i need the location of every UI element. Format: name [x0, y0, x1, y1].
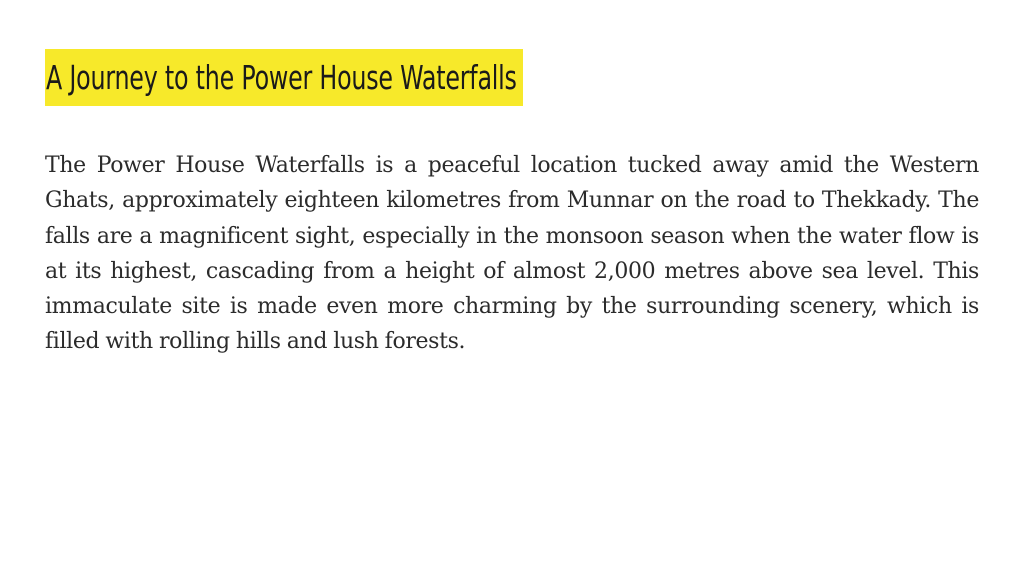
slide-title: A Journey to the Power House Waterfalls	[46, 58, 517, 97]
title-highlight	[45, 49, 523, 106]
slide-body-paragraph: The Power House Waterfalls is a peaceful location tucked away amid the Western Ghats, approximately eighteen kilometres from Munnar on the road to Thekkady. The falls are a magnificent sight, especially in the monsoon season when the water flow is at its highest, cascading from a height of almost 2,000 metres above sea level. This immaculate site is made even more charming by the surrounding scenery, which is filled with rolling hills and lush forests.	[45, 153, 979, 355]
